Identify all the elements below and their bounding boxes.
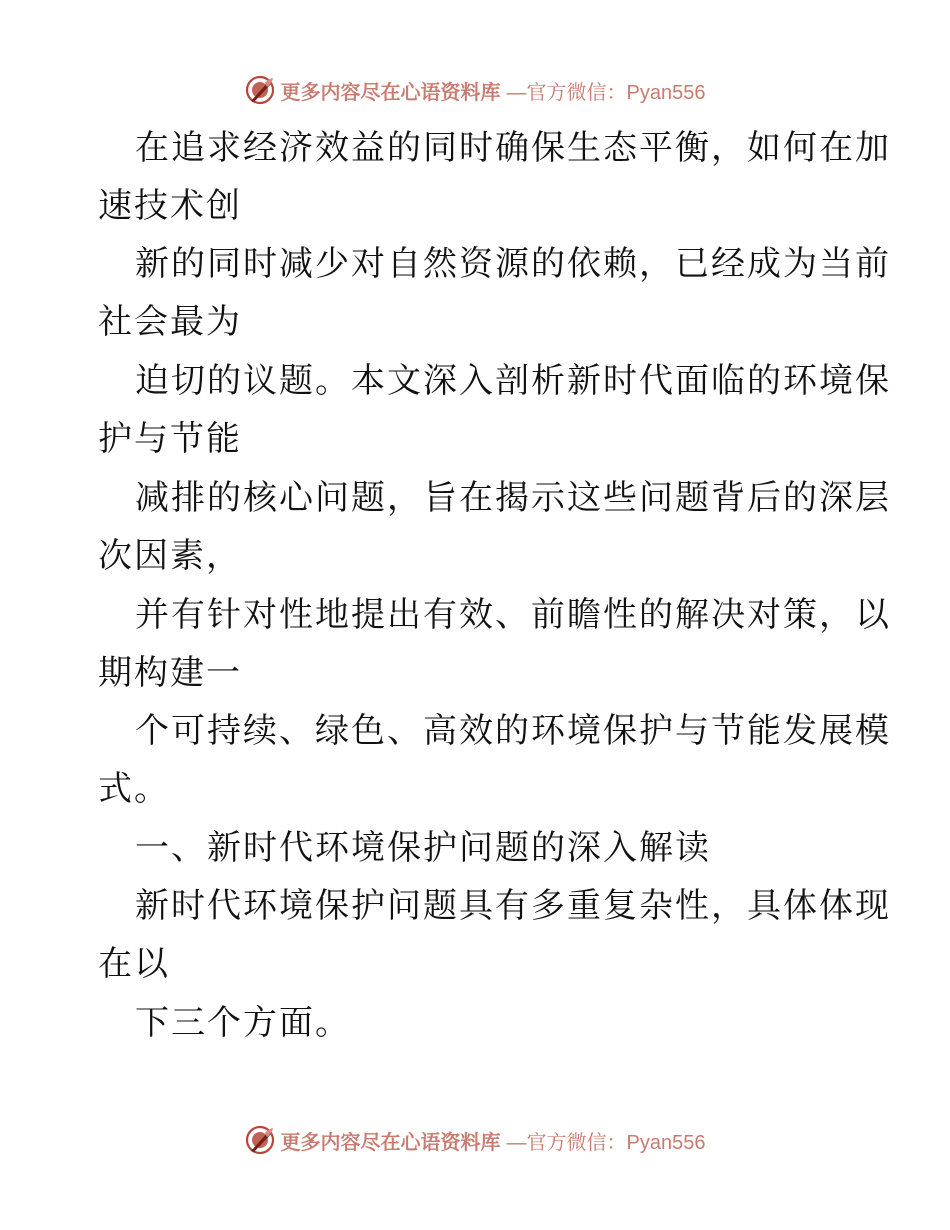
body-line: 新时代环境保护问题具有多重复杂性，具体体现: [135, 886, 891, 926]
body-line: 迫切的议题。本文深入剖析新时代面临的环境保: [135, 361, 891, 401]
body-line: 期构建一: [98, 653, 242, 693]
body-line: 护与节能: [98, 419, 242, 459]
body-line: 式。: [98, 769, 170, 809]
section-heading: 一、新时代环境保护问题的深入解读: [135, 828, 711, 868]
body-line: 次因素，: [98, 536, 242, 576]
watermark-contact-text: —官方微信：Pyan556: [506, 1131, 706, 1154]
watermark-contact-text: —官方微信：Pyan556: [506, 81, 706, 104]
body-line: 社会最为: [98, 302, 242, 342]
watermark-brand-text: 更多内容尽在心语资料库: [280, 1129, 501, 1154]
body-line: 下三个方面。: [135, 1003, 351, 1043]
header-watermark: [0, 70, 950, 110]
quill-pen-logo-icon: [245, 75, 275, 105]
footer-watermark: [0, 1120, 950, 1160]
body-line: 并有针对性地提出有效、前瞻性的解决对策，以: [135, 595, 891, 635]
body-line: 速技术创: [98, 186, 242, 226]
body-line: 减排的核心问题，旨在揭示这些问题背后的深层: [135, 478, 891, 518]
body-line: 个可持续、绿色、高效的环境保护与节能发展模: [135, 711, 891, 751]
body-line: 在追求经济效益的同时确保生态平衡，如何在加: [135, 128, 891, 168]
watermark-brand-text: 更多内容尽在心语资料库: [280, 79, 501, 104]
body-line: 新的同时减少对自然资源的依赖，已经成为当前: [135, 244, 891, 284]
quill-pen-logo-icon: [245, 1125, 275, 1155]
body-line: 在以: [98, 944, 170, 984]
